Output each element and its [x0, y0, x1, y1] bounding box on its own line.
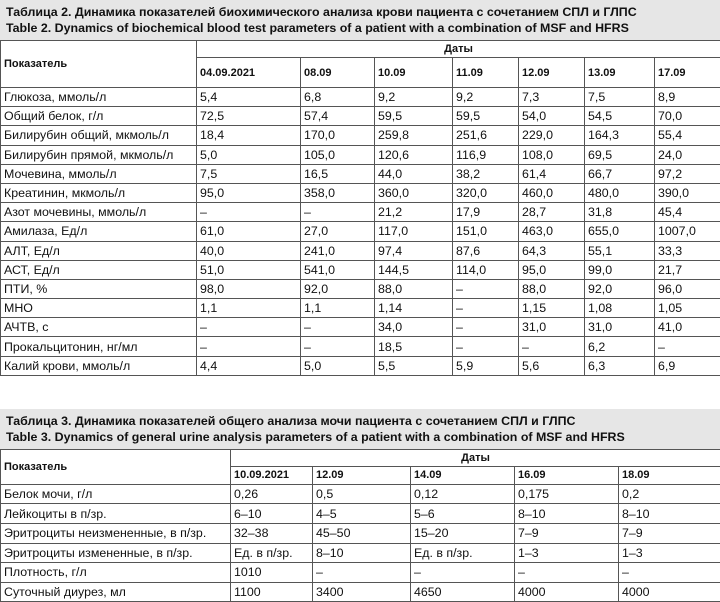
table-cell: 7,5 [197, 164, 301, 183]
table-row [1, 563, 720, 583]
table2-date-header: 11.09 [453, 58, 519, 88]
table-cell: 7,5 [585, 88, 655, 107]
table3-param-header: Показатель [1, 449, 231, 484]
table-cell: 1,14 [375, 299, 453, 318]
table2-date-header: 04.09.2021 [197, 58, 301, 88]
table2-caption-en: Table 2. Dynamics of biochemical blood test parameters of a patient with a combination of MSF and HFRS [6, 20, 714, 36]
table-cell: 28,7 [519, 203, 585, 222]
table-cell: 6,8 [301, 88, 375, 107]
table-cell: – [197, 337, 301, 356]
table-cell: 31,0 [519, 318, 585, 337]
table3-date-header: 16.09 [515, 466, 619, 484]
table-cell: 55,4 [655, 126, 720, 145]
table-cell: 1,1 [301, 299, 375, 318]
table2-date-header: 13.09 [585, 58, 655, 88]
table-cell: 92,0 [301, 279, 375, 298]
table-row [1, 524, 720, 544]
table-cell: 0,26 [231, 484, 313, 504]
table-cell: 38,2 [453, 164, 519, 183]
table-row [1, 107, 720, 126]
table-cell: 21,7 [655, 260, 720, 279]
table-cell: – [301, 337, 375, 356]
row-label: Глюкоза, ммоль/л [1, 88, 197, 107]
table-cell: 6–10 [231, 504, 313, 524]
table-cell: 8–10 [515, 504, 619, 524]
table-cell: 5,0 [301, 356, 375, 375]
table-row [1, 88, 720, 107]
table-cell: 44,0 [375, 164, 453, 183]
table-cell: 5,9 [453, 356, 519, 375]
table-cell: 7,3 [519, 88, 585, 107]
table-cell: 21,2 [375, 203, 453, 222]
table2-caption-block [0, 0, 720, 40]
table-cell: 0,5 [313, 484, 411, 504]
table-cell: 92,0 [585, 279, 655, 298]
table-cell: 463,0 [519, 222, 585, 241]
table-cell: 0,12 [411, 484, 515, 504]
row-label: Эритроциты измененные, в п/зр. [1, 543, 231, 563]
table-cell: 16,5 [301, 164, 375, 183]
table2-date-header: 08.09 [301, 58, 375, 88]
table-cell: 88,0 [375, 279, 453, 298]
table2-date-header: 17.09 [655, 58, 720, 88]
table-cell: 72,5 [197, 107, 301, 126]
table3-date-header: 12.09 [313, 466, 411, 484]
row-label: АЧТВ, с [1, 318, 197, 337]
table-cell: 31,0 [585, 318, 655, 337]
table-cell: 88,0 [519, 279, 585, 298]
table-row [1, 183, 720, 202]
table-cell: 64,3 [519, 241, 585, 260]
table-cell: – [453, 299, 519, 318]
table3-date-header: 18.09 [619, 466, 720, 484]
table-cell: 8–10 [313, 543, 411, 563]
table-cell: 144,5 [375, 260, 453, 279]
table-cell: 480,0 [585, 183, 655, 202]
table-cell: 95,0 [197, 183, 301, 202]
row-label: Общий белок, г/л [1, 107, 197, 126]
table3-caption-en: Table 3. Dynamics of general urine analysis parameters of a patient with a combination of MSF and HFRS [6, 429, 714, 445]
table-cell: 34,0 [375, 318, 453, 337]
table-cell: – [313, 563, 411, 583]
table-cell: 17,9 [453, 203, 519, 222]
table-cell: 390,0 [655, 183, 720, 202]
table-cell: 59,5 [453, 107, 519, 126]
row-label: Креатинин, мкмоль/л [1, 183, 197, 202]
table-cell: 98,0 [197, 279, 301, 298]
table-row [1, 299, 720, 318]
row-label: Мочевина, ммоль/л [1, 164, 197, 183]
table-cell: 9,2 [453, 88, 519, 107]
table-cell: 1,05 [655, 299, 720, 318]
table-cell: 24,0 [655, 145, 720, 164]
table-cell: 655,0 [585, 222, 655, 241]
table-cell: 1,15 [519, 299, 585, 318]
table-cell: 6,3 [585, 356, 655, 375]
table-row [1, 279, 720, 298]
table-cell: 1–3 [515, 543, 619, 563]
table-cell: 7–9 [515, 524, 619, 544]
table-cell: 70,0 [655, 107, 720, 126]
table-row [1, 126, 720, 145]
table-cell: 6,9 [655, 356, 720, 375]
table-row [1, 504, 720, 524]
row-label: Эритроциты неизмененные, в п/зр. [1, 524, 231, 544]
table-cell: – [515, 563, 619, 583]
table-cell: 117,0 [375, 222, 453, 241]
table3-urine-analysis [0, 449, 720, 602]
table-cell: 18,4 [197, 126, 301, 145]
table-cell: 95,0 [519, 260, 585, 279]
table-cell: 55,1 [585, 241, 655, 260]
table-cell: – [453, 279, 519, 298]
table-row [1, 543, 720, 563]
table-cell: 1,1 [197, 299, 301, 318]
row-label: Лейкоциты в п/зр. [1, 504, 231, 524]
table-row [1, 145, 720, 164]
table-row [1, 241, 720, 260]
table-cell: 0,175 [515, 484, 619, 504]
table-cell: – [519, 337, 585, 356]
table-cell: – [453, 318, 519, 337]
table-cell: 114,0 [453, 260, 519, 279]
table2-param-header: Показатель [1, 41, 197, 88]
row-label: МНО [1, 299, 197, 318]
table-cell: 4000 [515, 582, 619, 602]
row-label: Билирубин прямой, мкмоль/л [1, 145, 197, 164]
row-label: Суточный диурез, мл [1, 582, 231, 602]
table-cell: 54,0 [519, 107, 585, 126]
table-cell: 0,2 [619, 484, 720, 504]
table-cell: 8–10 [619, 504, 720, 524]
table-cell: 105,0 [301, 145, 375, 164]
table-cell: – [655, 337, 720, 356]
table-cell: 97,4 [375, 241, 453, 260]
table-cell: 4000 [619, 582, 720, 602]
table-cell: 15–20 [411, 524, 515, 544]
table-cell: 120,6 [375, 145, 453, 164]
table-cell: 41,0 [655, 318, 720, 337]
row-label: Плотность, г/л [1, 563, 231, 583]
table-cell: 99,0 [585, 260, 655, 279]
table-cell: 170,0 [301, 126, 375, 145]
table-cell: 164,3 [585, 126, 655, 145]
table-cell: 59,5 [375, 107, 453, 126]
table-cell: 460,0 [519, 183, 585, 202]
table-cell: 18,5 [375, 337, 453, 356]
table-row [1, 582, 720, 602]
table-row [1, 260, 720, 279]
table-cell: 5–6 [411, 504, 515, 524]
table-cell: 96,0 [655, 279, 720, 298]
row-label: АЛТ, Ед/л [1, 241, 197, 260]
table-cell: 31,8 [585, 203, 655, 222]
table-row [1, 222, 720, 241]
table-cell: 4650 [411, 582, 515, 602]
table-cell: 7–9 [619, 524, 720, 544]
table-cell: 27,0 [301, 222, 375, 241]
table3-caption-ru: Таблица 3. Динамика показателей общего анализа мочи пациента с сочетанием СПЛ и ГЛПС [6, 413, 714, 429]
table-cell: 87,6 [453, 241, 519, 260]
table-row [1, 484, 720, 504]
table-cell: 6,2 [585, 337, 655, 356]
table-cell: 1010 [231, 563, 313, 583]
table-cell: 5,4 [197, 88, 301, 107]
table3-caption-block [0, 409, 720, 449]
table-cell: 66,7 [585, 164, 655, 183]
table2-date-header: 10.09 [375, 58, 453, 88]
table-cell: 45,4 [655, 203, 720, 222]
table-cell: 229,0 [519, 126, 585, 145]
table-cell: Ед. в п/зр. [411, 543, 515, 563]
table-cell: – [197, 318, 301, 337]
table-cell: 61,4 [519, 164, 585, 183]
table-cell: 9,2 [375, 88, 453, 107]
table3-date-header: 14.09 [411, 466, 515, 484]
table-cell: 8,9 [655, 88, 720, 107]
table-cell: 33,3 [655, 241, 720, 260]
table-cell: 5,6 [519, 356, 585, 375]
table-row [1, 318, 720, 337]
table-cell: 51,0 [197, 260, 301, 279]
row-label: Прокальцитонин, нг/мл [1, 337, 197, 356]
table-cell: 360,0 [375, 183, 453, 202]
table2-caption-ru: Таблица 2. Динамика показателей биохимического анализа крови пациента с сочетанием СПЛ и ГЛПС [6, 4, 714, 20]
table-row [1, 356, 720, 375]
row-label: Амилаза, Ед/л [1, 222, 197, 241]
table-cell: 57,4 [301, 107, 375, 126]
table-cell: 32–38 [231, 524, 313, 544]
table-cell: 3400 [313, 582, 411, 602]
table-cell: 116,9 [453, 145, 519, 164]
table2-blood-biochemistry [0, 40, 720, 376]
table-cell: 358,0 [301, 183, 375, 202]
row-label: Белок мочи, г/л [1, 484, 231, 504]
table-cell: 1007,0 [655, 222, 720, 241]
table-cell: 259,8 [375, 126, 453, 145]
table-cell: 4,4 [197, 356, 301, 375]
row-label: Азот мочевины, ммоль/л [1, 203, 197, 222]
table-cell: – [197, 203, 301, 222]
table-cell: 5,5 [375, 356, 453, 375]
table-cell: – [411, 563, 515, 583]
table-cell: 54,5 [585, 107, 655, 126]
table-cell: 40,0 [197, 241, 301, 260]
table-cell: 4–5 [313, 504, 411, 524]
table-cell: 61,0 [197, 222, 301, 241]
table-cell: 1,08 [585, 299, 655, 318]
table3-dates-header: Даты [231, 449, 720, 466]
table-row [1, 164, 720, 183]
table-cell: – [301, 203, 375, 222]
table-cell: – [301, 318, 375, 337]
row-label: Билирубин общий, мкмоль/л [1, 126, 197, 145]
row-label: АСТ, Ед/л [1, 260, 197, 279]
table-cell: 97,2 [655, 164, 720, 183]
table-cell: 151,0 [453, 222, 519, 241]
table-cell: 251,6 [453, 126, 519, 145]
table-cell: – [619, 563, 720, 583]
table3-date-header: 10.09.2021 [231, 466, 313, 484]
row-label: Калий крови, ммоль/л [1, 356, 197, 375]
table-spacer [0, 376, 720, 409]
table-cell: 241,0 [301, 241, 375, 260]
table-cell: 541,0 [301, 260, 375, 279]
table-cell: 108,0 [519, 145, 585, 164]
table-cell: – [453, 337, 519, 356]
table-cell: 69,5 [585, 145, 655, 164]
table2-dates-header: Даты [197, 41, 720, 58]
table-row [1, 203, 720, 222]
table-cell: 320,0 [453, 183, 519, 202]
table-cell: 5,0 [197, 145, 301, 164]
table-row [1, 337, 720, 356]
row-label: ПТИ, % [1, 279, 197, 298]
table-cell: 1–3 [619, 543, 720, 563]
table2-date-header: 12.09 [519, 58, 585, 88]
table-cell: 1100 [231, 582, 313, 602]
table-cell: Ед. в п/зр. [231, 543, 313, 563]
table-cell: 45–50 [313, 524, 411, 544]
